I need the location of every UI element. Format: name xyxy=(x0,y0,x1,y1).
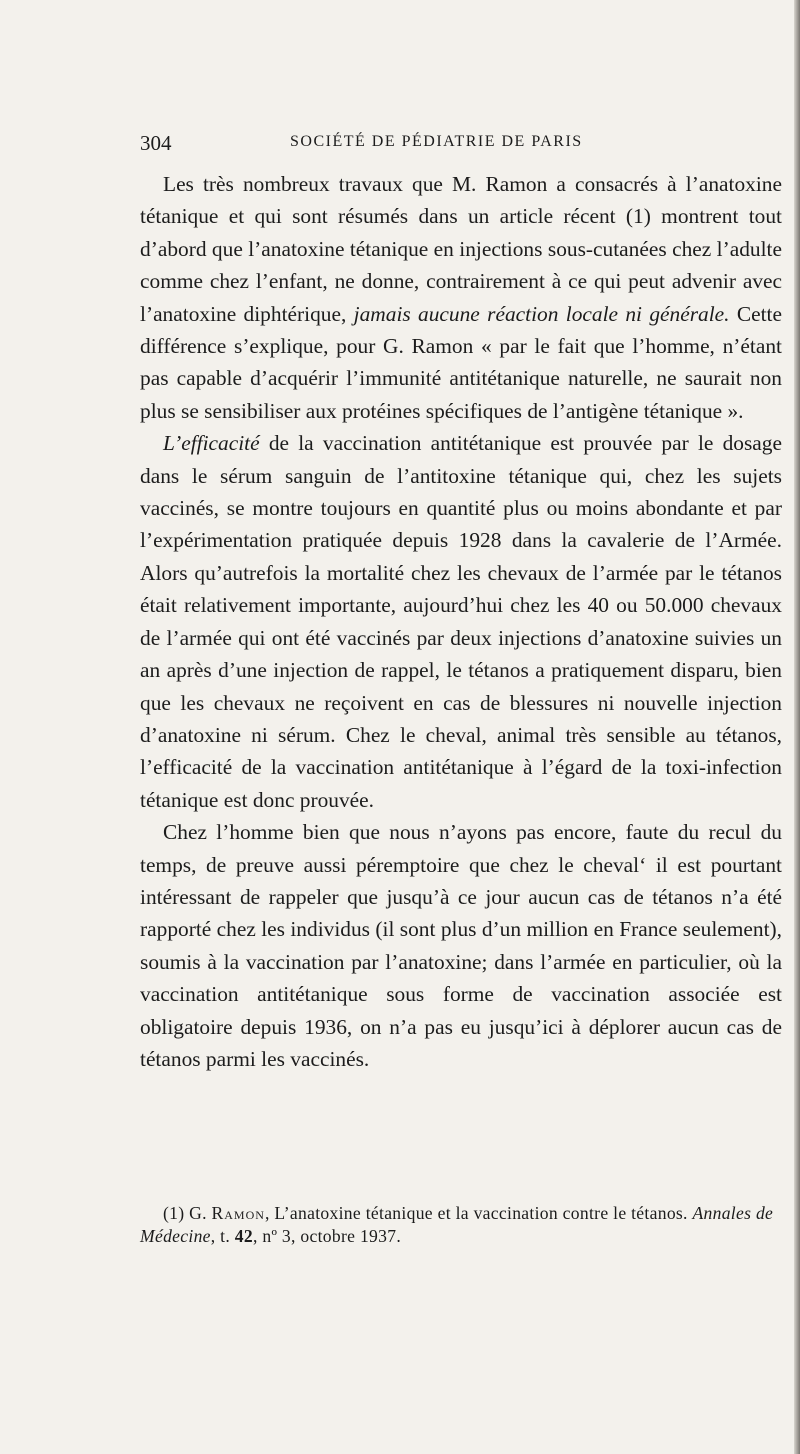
footnote-title: , L’anatoxine tétanique et la vaccination contre le tétanos. xyxy=(264,1203,693,1223)
running-head: SOCIÉTÉ DE PÉDIATRIE DE PARIS xyxy=(290,133,583,150)
page-edge xyxy=(794,0,800,1454)
paragraph-1-part-b: Cette différence s’explique, pour G. Ramon « par le fait que l’homme, n’étant pas capable d’acquérir l’immunité antitétanique naturelle, ne saurait non plus se sensibiliser aux protéines spécifiques de l’antigène tétanique ». xyxy=(140,301,782,423)
paragraph-2 xyxy=(140,427,782,816)
page-number: 304 xyxy=(140,131,172,155)
page-header xyxy=(140,131,772,157)
footnote-rest: , nº 3, octobre 1937. xyxy=(252,1226,402,1246)
footnote-author: Ramon xyxy=(211,1203,265,1223)
paragraph-2-emphasis: L’efficacité xyxy=(163,431,260,456)
footnote-marker: (1) xyxy=(163,1203,190,1223)
paragraph-2-text: de la vaccination antitétanique est prouvée par le dosage dans le sérum sanguin de l’antitoxine tétanique qui, chez les sujets vaccinés, se montre toujours en quantité plus ou moins abondante et par l’expérimentation pratiquée depuis 1928 dans la cavalerie de l’Armée. Alors qu’autrefois la mortalité chez les chevaux de l’armée par le tétanos était relativement importante, aujourd’hui chez les 40 ou 50.000 chevaux de l’armée qui ont été vaccinés par deux injections d’anatoxine suivies un an après d’une injection de rappel, le tétanos a pratiquement disparu, bien que les chevaux ne reçoivent en cas de blessures ni nouvelle injection d’anatoxine ni sérum. Chez le cheval, animal très sensible au tétanos, l’efficacité de la vaccination antitétanique à l’égard de la toxi-infection tétanique est donc prouvée. xyxy=(140,431,782,812)
footnote xyxy=(140,1202,782,1248)
body-text xyxy=(140,168,782,1075)
footnote-volume-prefix: , t. xyxy=(210,1226,235,1246)
footnote-journal: Annales de Médecine xyxy=(140,1203,774,1246)
paragraph-3: Chez l’homme bien que nous n’ayons pas encore, faute du recul du temps, de preuve aussi péremptoire que chez le cheval‘ il est pourtant intéressant de rappeler que jusqu’à ce jour aucun cas de tétanos n’a été rapporté chez les individus (il sont plus d’un million en France seulement), soumis à la vaccination par l’anatoxine; dans l’armée en particulier, où la vaccination antitétanique sous forme de vaccination associée est obligatoire depuis 1936, on n’a pas eu jusqu’ici à déplorer aucun cas de tétanos parmi les vaccinés. xyxy=(140,820,782,1071)
paragraph-1-emphasis: jamais aucune réaction locale ni générale. xyxy=(353,301,730,326)
footnote-1 xyxy=(140,1202,782,1248)
paragraph-1-part-a: Les très nombreux travaux que M. Ramon a consacrés à l’anatoxine tétanique et qui sont résumés dans un article récent (1) montrent tout d’abord que l’anatoxine tétanique en injections sous-cutanées chez l’adulte comme chez l’enfant, ne donne, contrairement à ce qui peut advenir avec l’anatoxine diphtérique, xyxy=(140,172,782,326)
footnote-volume: 42 xyxy=(234,1226,253,1246)
footnote-author-initial: G. xyxy=(189,1203,212,1223)
paragraph-1 xyxy=(140,168,782,427)
